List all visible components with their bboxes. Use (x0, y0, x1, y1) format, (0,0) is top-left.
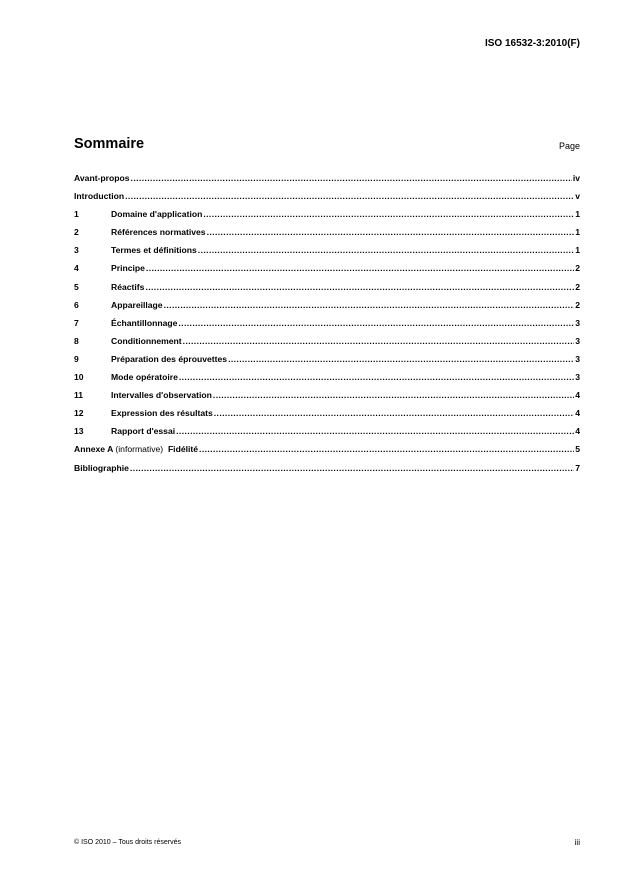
toc-entry-page: 2 (575, 263, 580, 274)
toc-entry-number: 7 (74, 317, 79, 328)
toc-entry-label (74, 444, 198, 454)
toc-leader-dots (203, 209, 574, 219)
toc-entry-page: 1 (575, 209, 580, 220)
toc-entry-label: Conditionnement (111, 335, 182, 346)
toc-entry-8[interactable] (74, 336, 580, 354)
toc-entry-number: 11 (74, 390, 84, 401)
toc-leader-dots (179, 372, 574, 382)
toc-entry-number: 8 (74, 335, 79, 346)
toc-entry-label: Intervalles d'observation (111, 390, 212, 401)
toc-entry-page: 3 (575, 372, 580, 383)
toc-leader-dots (207, 227, 575, 237)
annex-type-note: (informative) (115, 444, 164, 455)
toc-entry-1[interactable] (74, 209, 580, 227)
toc-entry-page: 1 (575, 245, 580, 256)
document-code: ISO 16532-3:2010(F) (484, 38, 580, 49)
toc-entry-4[interactable] (74, 263, 580, 281)
toc-entry-number: 6 (74, 299, 79, 310)
toc-entry-label: Rapport d'essai (111, 426, 176, 437)
toc-entry-label: Références normatives (111, 227, 206, 238)
toc-entry-number: 12 (74, 408, 84, 419)
toc-leader-dots (183, 336, 575, 346)
table-of-contents (74, 173, 580, 481)
toc-entry-number: 1 (74, 209, 79, 220)
toc-leader-dots (131, 173, 572, 183)
toc-entry-11[interactable] (74, 390, 580, 408)
toc-entry-number: 2 (74, 227, 79, 238)
toc-leader-dots (213, 390, 574, 400)
toc-entry-page: 4 (575, 408, 580, 419)
toc-leader-dots (199, 444, 574, 454)
toc-entry-page: 1 (575, 227, 580, 238)
toc-entry-10[interactable] (74, 372, 580, 390)
toc-entry-label: Mode opératoire (111, 372, 178, 383)
toc-entry-page: iv (572, 173, 580, 183)
toc-leader-dots (164, 300, 575, 310)
toc-entry-label: Principe (111, 263, 145, 274)
toc-entry-page: 4 (575, 426, 580, 437)
toc-leader-dots (176, 426, 574, 436)
toc-entry-page: 7 (575, 462, 580, 473)
toc-leader-dots (228, 354, 574, 364)
toc-entry-9[interactable] (74, 354, 580, 372)
toc-entry-13[interactable] (74, 426, 580, 444)
page-number: iii (574, 838, 580, 847)
toc-entry-label: Domaine d'application (111, 209, 203, 220)
toc-entry-number: 4 (74, 263, 79, 274)
toc-entry-introduction[interactable] (74, 191, 580, 209)
toc-entry-label: Termes et définitions (111, 245, 197, 256)
toc-entry-foreword[interactable] (74, 173, 580, 191)
toc-entry-number: 5 (74, 281, 79, 292)
toc-entry-6[interactable] (74, 300, 580, 318)
toc-entry-number: 10 (74, 372, 84, 383)
toc-entry-number: 3 (74, 245, 79, 256)
toc-entry-label: Avant-propos (74, 173, 130, 183)
toc-entry-page: 5 (575, 444, 580, 455)
toc-entry-page: 2 (575, 281, 580, 292)
toc-page-column-label: Page (558, 141, 580, 151)
toc-entry-annex-a[interactable] (74, 444, 580, 462)
toc-leader-dots (145, 282, 574, 292)
annex-title: Annexe A (74, 444, 113, 455)
toc-entry-number: 9 (74, 353, 79, 364)
toc-leader-dots (146, 263, 574, 273)
toc-entry-label: Préparation des éprouvettes (111, 353, 228, 364)
toc-leader-dots (198, 245, 574, 255)
toc-entry-7[interactable] (74, 318, 580, 336)
copyright-notice: © ISO 2010 – Tous droits réservés (74, 839, 181, 846)
toc-leader-dots (130, 463, 574, 473)
toc-entry-2[interactable] (74, 227, 580, 245)
toc-entry-label: Expression des résultats (111, 408, 213, 419)
toc-title: Sommaire (74, 136, 145, 152)
toc-entry-label: Appareillage (111, 299, 163, 310)
toc-leader-dots (178, 318, 574, 328)
toc-entry-label: Échantillonnage (111, 317, 178, 328)
toc-entry-page: 3 (575, 317, 580, 328)
toc-entry-page: v (575, 191, 580, 202)
toc-entry-label: Introduction (74, 191, 125, 202)
toc-entry-5[interactable] (74, 282, 580, 300)
toc-entry-page: 4 (575, 390, 580, 401)
toc-entry-page: 3 (575, 335, 580, 346)
toc-entry-number: 13 (74, 426, 84, 437)
toc-entry-3[interactable] (74, 245, 580, 263)
toc-entry-page: 3 (575, 353, 580, 364)
toc-entry-page: 2 (575, 299, 580, 310)
annex-subject: Fidélité (167, 444, 199, 455)
toc-leader-dots (125, 191, 574, 201)
toc-entry-label: Réactifs (111, 281, 145, 292)
toc-leader-dots (214, 408, 574, 418)
toc-entry-12[interactable] (74, 408, 580, 426)
toc-entry-label: Bibliographie (74, 462, 129, 473)
toc-entry-bibliography[interactable] (74, 463, 580, 481)
